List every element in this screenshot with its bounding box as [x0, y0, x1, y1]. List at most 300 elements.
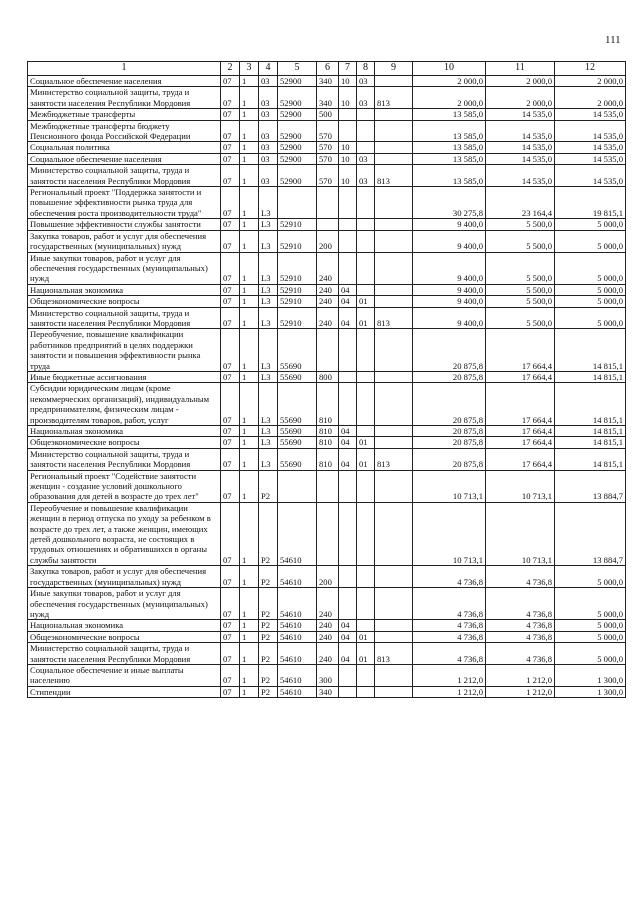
code-expense-type: 300 — [317, 664, 339, 686]
col-header-9: 9 — [375, 62, 413, 76]
code-direction: 54610 — [278, 588, 317, 620]
code-subprogram: 1 — [240, 448, 259, 470]
amount-year-3: 5 000,0 — [555, 307, 626, 329]
code-subsection — [357, 142, 375, 153]
code-subsection — [357, 109, 375, 120]
code-direction: 54610 — [278, 686, 317, 697]
code-subprogram: 1 — [240, 153, 259, 164]
amount-year-3: 14 535,0 — [555, 165, 626, 187]
code-section: 04 — [339, 643, 357, 665]
table-row — [28, 620, 626, 631]
code-agency — [375, 76, 413, 87]
amount-year-1: 4 736,8 — [413, 643, 486, 665]
code-expense-type: 240 — [317, 631, 339, 642]
amount-year-2: 10 713,1 — [486, 502, 555, 565]
row-name: Иные закупки товаров, работ и услуг для обеспечения государственных (муниципальных) нужд — [28, 252, 221, 284]
code-direction: 52900 — [278, 87, 317, 109]
code-section: 10 — [339, 76, 357, 87]
code-project: 03 — [259, 76, 278, 87]
table-row — [28, 76, 626, 87]
amount-year-1: 13 585,0 — [413, 153, 486, 164]
code-subsection: 01 — [357, 307, 375, 329]
amount-year-2: 5 500,0 — [486, 230, 555, 252]
code-subprogram: 1 — [240, 252, 259, 284]
code-section: 10 — [339, 87, 357, 109]
code-direction: 55690 — [278, 371, 317, 382]
amount-year-2: 5 500,0 — [486, 296, 555, 307]
amount-year-2: 2 000,0 — [486, 87, 555, 109]
code-project: L3 — [259, 307, 278, 329]
code-project: L3 — [259, 187, 278, 219]
code-direction: 52910 — [278, 230, 317, 252]
row-name: Закупка товаров, работ и услуг для обеспечения государственных (муниципальных) нужд — [28, 566, 221, 588]
code-program: 07 — [221, 153, 240, 164]
code-direction: 55690 — [278, 426, 317, 437]
code-project: P2 — [259, 620, 278, 631]
code-agency — [375, 631, 413, 642]
code-program: 07 — [221, 588, 240, 620]
amount-year-3: 14 815,1 — [555, 448, 626, 470]
code-project: L3 — [259, 426, 278, 437]
amount-year-2: 14 535,0 — [486, 153, 555, 164]
row-name: Иные закупки товаров, работ и услуг для обеспечения государственных (муниципальных) нужд — [28, 588, 221, 620]
amount-year-2: 14 535,0 — [486, 165, 555, 187]
code-direction: 54610 — [278, 643, 317, 665]
table-row — [28, 120, 626, 142]
code-direction: 52900 — [278, 142, 317, 153]
code-expense-type: 240 — [317, 620, 339, 631]
amount-year-2: 2 000,0 — [486, 76, 555, 87]
code-expense-type: 240 — [317, 588, 339, 620]
col-header-8: 8 — [357, 62, 375, 76]
col-header-4: 4 — [259, 62, 278, 76]
amount-year-1: 4 736,8 — [413, 631, 486, 642]
code-section — [339, 371, 357, 382]
amount-year-2: 4 736,8 — [486, 588, 555, 620]
amount-year-3: 5 000,0 — [555, 252, 626, 284]
code-program: 07 — [221, 383, 240, 426]
code-expense-type: 500 — [317, 109, 339, 120]
table-row — [28, 437, 626, 448]
code-program: 07 — [221, 437, 240, 448]
code-expense-type — [317, 502, 339, 565]
amount-year-1: 1 212,0 — [413, 664, 486, 686]
amount-year-2: 17 664,4 — [486, 437, 555, 448]
amount-year-3: 13 884,7 — [555, 502, 626, 565]
code-expense-type: 810 — [317, 426, 339, 437]
code-direction: 54610 — [278, 566, 317, 588]
amount-year-2: 14 535,0 — [486, 120, 555, 142]
amount-year-1: 4 736,8 — [413, 588, 486, 620]
col-header-11: 11 — [486, 62, 555, 76]
code-subsection — [357, 502, 375, 565]
code-direction: 52900 — [278, 120, 317, 142]
col-header-10: 10 — [413, 62, 486, 76]
code-section — [339, 252, 357, 284]
amount-year-3: 5 000,0 — [555, 296, 626, 307]
code-subsection: 01 — [357, 631, 375, 642]
code-expense-type: 810 — [317, 383, 339, 426]
code-agency — [375, 371, 413, 382]
code-agency — [375, 437, 413, 448]
code-expense-type: 340 — [317, 87, 339, 109]
row-name: Социальное обеспечение и иные выплаты населению — [28, 664, 221, 686]
code-expense-type — [317, 329, 339, 372]
code-section: 04 — [339, 620, 357, 631]
row-name: Министерство социальной защиты, труда и занятости населения Республики Мордовия — [28, 165, 221, 187]
code-section: 04 — [339, 437, 357, 448]
code-project: P2 — [259, 664, 278, 686]
table-row — [28, 142, 626, 153]
table-row — [28, 448, 626, 470]
row-name: Общеэкономические вопросы — [28, 296, 221, 307]
table-row — [28, 566, 626, 588]
code-expense-type: 340 — [317, 76, 339, 87]
code-agency — [375, 120, 413, 142]
code-program: 07 — [221, 296, 240, 307]
code-agency — [375, 329, 413, 372]
code-agency — [375, 284, 413, 295]
code-subsection — [357, 664, 375, 686]
amount-year-1: 13 585,0 — [413, 120, 486, 142]
row-name: Национальная экономика — [28, 426, 221, 437]
amount-year-1: 4 736,8 — [413, 620, 486, 631]
code-project: L3 — [259, 329, 278, 372]
row-name: Социальная политика — [28, 142, 221, 153]
table-row — [28, 109, 626, 120]
code-agency: 813 — [375, 643, 413, 665]
code-agency — [375, 426, 413, 437]
code-program: 07 — [221, 448, 240, 470]
row-name: Министерство социальной защиты, труда и занятости населения Республики Мордовия — [28, 307, 221, 329]
row-name: Министерство социальной защиты, труда и занятости населения Республики Мордовия — [28, 643, 221, 665]
code-program: 07 — [221, 87, 240, 109]
amount-year-1: 20 875,8 — [413, 329, 486, 372]
amount-year-2: 17 664,4 — [486, 448, 555, 470]
code-subprogram: 1 — [240, 383, 259, 426]
code-section: 04 — [339, 296, 357, 307]
code-agency — [375, 187, 413, 219]
row-name: Региональный проект "Поддержка занятости и повышение эффективности рынка труда для обеспечения роста производительности труда" — [28, 187, 221, 219]
col-header-3: 3 — [240, 62, 259, 76]
code-subprogram: 1 — [240, 296, 259, 307]
code-agency — [375, 470, 413, 502]
table-row — [28, 284, 626, 295]
row-name: Иные бюджетные ассигнования — [28, 371, 221, 382]
code-project: 03 — [259, 109, 278, 120]
code-project: P2 — [259, 588, 278, 620]
code-project: 03 — [259, 120, 278, 142]
amount-year-3: 14 815,1 — [555, 426, 626, 437]
amount-year-3: 5 000,0 — [555, 566, 626, 588]
code-direction: 55690 — [278, 329, 317, 372]
amount-year-3: 1 300,0 — [555, 686, 626, 697]
code-section: 04 — [339, 448, 357, 470]
row-name: Стипендии — [28, 686, 221, 697]
code-project: L3 — [259, 230, 278, 252]
code-program: 07 — [221, 426, 240, 437]
code-subprogram: 1 — [240, 686, 259, 697]
code-agency — [375, 230, 413, 252]
amount-year-1: 20 875,8 — [413, 437, 486, 448]
code-program: 07 — [221, 664, 240, 686]
amount-year-1: 9 400,0 — [413, 230, 486, 252]
code-subprogram: 1 — [240, 426, 259, 437]
code-project: 03 — [259, 142, 278, 153]
code-expense-type — [317, 187, 339, 219]
code-expense-type: 570 — [317, 165, 339, 187]
code-subsection: 03 — [357, 76, 375, 87]
amount-year-3: 5 000,0 — [555, 219, 626, 230]
amount-year-3: 14 535,0 — [555, 109, 626, 120]
code-section — [339, 120, 357, 142]
amount-year-2: 14 535,0 — [486, 109, 555, 120]
code-section: 04 — [339, 284, 357, 295]
code-program: 07 — [221, 76, 240, 87]
row-name: Переобучение, повышение квалификации работников предприятий в целях поддержки занятости и повышения эффективности рынка труда — [28, 329, 221, 372]
code-subsection — [357, 383, 375, 426]
code-subprogram: 1 — [240, 329, 259, 372]
row-name: Переобучение и повышение квалификации женщин в период отпуска по уходу за ребенком в возрасте до трех лет, а также женщин, имеющих детей дошкольного возраста, не состоящих в трудовых отношениях и обратившихся в органы службы занятости — [28, 502, 221, 565]
code-subprogram: 1 — [240, 664, 259, 686]
amount-year-3: 14 535,0 — [555, 120, 626, 142]
code-project: 03 — [259, 165, 278, 187]
code-expense-type — [317, 470, 339, 502]
code-subprogram: 1 — [240, 284, 259, 295]
table-row — [28, 371, 626, 382]
code-project: P2 — [259, 631, 278, 642]
amount-year-3: 14 815,1 — [555, 437, 626, 448]
amount-year-2: 23 164,4 — [486, 187, 555, 219]
amount-year-3: 14 535,0 — [555, 153, 626, 164]
row-name: Региональный проект "Содействие занятости женщин - создание условий дошкольного образования для детей в возрасте до трех лет" — [28, 470, 221, 502]
code-subsection — [357, 187, 375, 219]
code-agency: 813 — [375, 165, 413, 187]
amount-year-2: 4 736,8 — [486, 631, 555, 642]
code-expense-type: 810 — [317, 448, 339, 470]
table-row — [28, 219, 626, 230]
code-subsection — [357, 470, 375, 502]
code-section: 04 — [339, 631, 357, 642]
code-agency — [375, 296, 413, 307]
amount-year-1: 13 585,0 — [413, 109, 486, 120]
code-subprogram: 1 — [240, 87, 259, 109]
code-expense-type: 240 — [317, 252, 339, 284]
code-direction — [278, 470, 317, 502]
code-section — [339, 329, 357, 372]
code-agency — [375, 588, 413, 620]
amount-year-1: 10 713,1 — [413, 502, 486, 565]
code-agency — [375, 502, 413, 565]
page-number: 111 — [605, 34, 621, 46]
amount-year-2: 17 664,4 — [486, 371, 555, 382]
code-agency — [375, 153, 413, 164]
code-subprogram: 1 — [240, 165, 259, 187]
amount-year-2: 5 500,0 — [486, 307, 555, 329]
code-subsection — [357, 371, 375, 382]
amount-year-3: 5 000,0 — [555, 631, 626, 642]
amount-year-3: 5 000,0 — [555, 230, 626, 252]
amount-year-3: 14 815,1 — [555, 383, 626, 426]
code-project: L3 — [259, 284, 278, 295]
code-direction: 54610 — [278, 502, 317, 565]
code-project: P2 — [259, 470, 278, 502]
col-header-5: 5 — [278, 62, 317, 76]
code-program: 07 — [221, 329, 240, 372]
code-expense-type: 240 — [317, 296, 339, 307]
col-header-6: 6 — [317, 62, 339, 76]
amount-year-1: 9 400,0 — [413, 219, 486, 230]
code-subsection — [357, 620, 375, 631]
code-section — [339, 588, 357, 620]
amount-year-2: 4 736,8 — [486, 620, 555, 631]
row-name: Межбюджетные трансферты — [28, 109, 221, 120]
amount-year-1: 9 400,0 — [413, 296, 486, 307]
code-section — [339, 219, 357, 230]
code-agency: 813 — [375, 448, 413, 470]
code-subprogram: 1 — [240, 109, 259, 120]
code-subsection — [357, 219, 375, 230]
code-subprogram: 1 — [240, 76, 259, 87]
table-row — [28, 329, 626, 372]
code-subsection: 03 — [357, 165, 375, 187]
code-project: L3 — [259, 296, 278, 307]
code-direction: 52910 — [278, 219, 317, 230]
amount-year-1: 9 400,0 — [413, 252, 486, 284]
code-project: L3 — [259, 252, 278, 284]
code-project: L3 — [259, 437, 278, 448]
code-subsection — [357, 284, 375, 295]
code-expense-type — [317, 219, 339, 230]
code-direction — [278, 187, 317, 219]
code-subprogram: 1 — [240, 120, 259, 142]
table-row — [28, 426, 626, 437]
col-header-1: 1 — [28, 62, 221, 76]
code-subprogram: 1 — [240, 588, 259, 620]
code-program: 07 — [221, 631, 240, 642]
code-direction: 55690 — [278, 437, 317, 448]
table-row — [28, 588, 626, 620]
code-program: 07 — [221, 307, 240, 329]
table-header-row — [28, 62, 626, 76]
code-direction: 52900 — [278, 109, 317, 120]
amount-year-3: 5 000,0 — [555, 620, 626, 631]
code-direction: 52910 — [278, 252, 317, 284]
amount-year-3: 5 000,0 — [555, 284, 626, 295]
code-section — [339, 230, 357, 252]
row-name: Социальное обеспечение населения — [28, 76, 221, 87]
code-section — [339, 383, 357, 426]
amount-year-1: 2 000,0 — [413, 87, 486, 109]
code-agency — [375, 566, 413, 588]
code-agency — [375, 219, 413, 230]
table-row — [28, 383, 626, 426]
code-program: 07 — [221, 120, 240, 142]
code-subprogram: 1 — [240, 187, 259, 219]
row-name: Повышение эффективности службы занятости — [28, 219, 221, 230]
amount-year-2: 1 212,0 — [486, 686, 555, 697]
amount-year-3: 1 300,0 — [555, 664, 626, 686]
table-row — [28, 230, 626, 252]
code-expense-type: 800 — [317, 371, 339, 382]
amount-year-2: 10 713,1 — [486, 470, 555, 502]
amount-year-2: 17 664,4 — [486, 383, 555, 426]
amount-year-2: 5 500,0 — [486, 219, 555, 230]
row-name: Закупка товаров, работ и услуг для обеспечения государственных (муниципальных) нужд — [28, 230, 221, 252]
amount-year-3: 5 000,0 — [555, 588, 626, 620]
amount-year-2: 17 664,4 — [486, 329, 555, 372]
amount-year-3: 14 815,1 — [555, 371, 626, 382]
code-project: 03 — [259, 87, 278, 109]
row-name: Субсидии юридическим лицам (кроме некоммерческих организаций), индивидуальным предпринимателям, физическим лицам - производителям товаров, работ, услуг — [28, 383, 221, 426]
row-name: Общеэкономические вопросы — [28, 631, 221, 642]
code-project: L3 — [259, 448, 278, 470]
amount-year-2: 4 736,8 — [486, 566, 555, 588]
code-direction: 52910 — [278, 307, 317, 329]
amount-year-1: 20 875,8 — [413, 448, 486, 470]
code-expense-type: 810 — [317, 437, 339, 448]
code-program: 07 — [221, 142, 240, 153]
row-name: Общеэкономические вопросы — [28, 437, 221, 448]
amount-year-2: 5 500,0 — [486, 284, 555, 295]
code-subsection: 03 — [357, 153, 375, 164]
code-agency — [375, 383, 413, 426]
code-section: 10 — [339, 153, 357, 164]
code-section: 10 — [339, 165, 357, 187]
table-row — [28, 664, 626, 686]
amount-year-1: 20 875,8 — [413, 383, 486, 426]
col-header-12: 12 — [555, 62, 626, 76]
code-subprogram: 1 — [240, 371, 259, 382]
amount-year-3: 13 884,7 — [555, 470, 626, 502]
code-program: 07 — [221, 620, 240, 631]
code-direction: 52910 — [278, 284, 317, 295]
code-program: 07 — [221, 371, 240, 382]
code-subsection — [357, 120, 375, 142]
code-section — [339, 502, 357, 565]
code-agency — [375, 686, 413, 697]
code-subprogram: 1 — [240, 142, 259, 153]
code-subprogram: 1 — [240, 643, 259, 665]
code-project: P2 — [259, 686, 278, 697]
code-section — [339, 470, 357, 502]
code-subsection — [357, 686, 375, 697]
code-expense-type: 570 — [317, 153, 339, 164]
code-expense-type: 340 — [317, 686, 339, 697]
code-subprogram: 1 — [240, 219, 259, 230]
amount-year-3: 19 815,1 — [555, 187, 626, 219]
code-subsection: 03 — [357, 87, 375, 109]
amount-year-3: 5 000,0 — [555, 643, 626, 665]
code-subsection — [357, 426, 375, 437]
code-direction: 54610 — [278, 620, 317, 631]
table-row — [28, 686, 626, 697]
table-row — [28, 307, 626, 329]
amount-year-1: 2 000,0 — [413, 76, 486, 87]
code-expense-type: 240 — [317, 284, 339, 295]
code-direction: 52900 — [278, 165, 317, 187]
code-direction: 54610 — [278, 631, 317, 642]
code-subsection — [357, 588, 375, 620]
code-direction: 52900 — [278, 153, 317, 164]
row-name: Социальное обеспечение населения — [28, 153, 221, 164]
amount-year-1: 1 212,0 — [413, 686, 486, 697]
code-program: 07 — [221, 230, 240, 252]
code-section — [339, 109, 357, 120]
code-project: 03 — [259, 153, 278, 164]
code-section — [339, 664, 357, 686]
code-program: 07 — [221, 165, 240, 187]
